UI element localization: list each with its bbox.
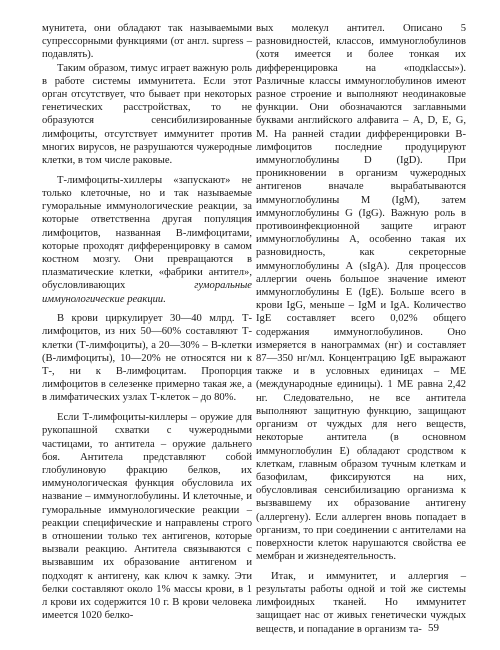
- left-column: [42, 22, 252, 622]
- page-number: 59: [428, 622, 439, 634]
- emphasized-term: гуморальные иммунологические реакции.: [42, 280, 252, 305]
- paragraph: В крови циркулирует 30—40 млрд. Т-лимфоцитов, из них 50—60% составляют Т-клетки (Т-лимфоциты), а 20—30% – В-клетки (В-лимфоциты), 10—20% не относятся ни к Т-, ни к В-лимфоцитам. Пропорция лимфоцитов в селезенке примерно такая же, а в лимфатических узлах Т-клеток – до 80%.: [42, 313, 252, 404]
- paragraph: мунитета, они обладают так называемыми супрессорными функциями (от англ. supress – подавлять).: [42, 23, 252, 61]
- paragraph: вых молекул антител. Описано 5 разновидностей, классов, иммуноглобулинов (хотя имеется и более тонкая их дифференцировка на «подкlaссы»). Различные классы иммуноглобулинов имеют разное строение и выполняют неодинаковые функции. Они обозначаются заглавными буквами английского алфавита – А, D, Е, G, М. На ранней стадии дифференцировки В-лимфоцитов последние продуцируют иммуноглобулины D (IgD). При проникновении в организм чужеродных антигенов вначале вырабатываются иммуноглобулины М (IgM), затем иммуноглобулины G (IgG). Важную роль в противоинфекционной защите играют иммуноглобулины А, особенно такая их разновидность, как секреторные иммуноглобулины А (sIgA). Для процессов аллергии очень большое значение имеют иммуноглобулины Е (IgE). Больше всего в крови IgG, меньше – IgM и IgA. Количество IgE составляет всего 0,02% общего содержания иммуноглобулинов. Оно измеряется в нанограммах (нг) и составляет 87—350 нг/мл. Концентрацию IgE выражают также и в условных единицах – МЕ (международные единицы). 1 МЕ равна 2,42 нг. Следовательно, не все антитела выполняют защитную функцию, защищают организм от чуждых для него веществ, некоторые антитела (в основном иммуноглобулин Е) обладают сродством к клеткам, главным образом тучным клеткам и базофилам, фиксируются на них, обусловливая сенсибилизацию организма к вызвавшему их образование антигену (аллергену). Если аллерген вновь попадает в организм, то при соединении с антителами на поверхности клеток нарушаются свойства ее мембран и жизнедеятельность.: [256, 23, 466, 563]
- paragraph: Если Т-лимфоциты-киллеры – оружие для рукопашной схватки с чужеродными частицами, то антитела – оружие дальнего боя. Антитела представляют собой глобулиновую фракцию белков, их иммунологическая функция обусловила их название – иммуноглобулины. И клеточные, и гуморальные иммунологические реакции – реакции специфические и направлены строго в отношении только тех антигенов, которые вызвали реакцию. Антитела связываются с вызвавшим их образование антигеном и подходят к антигену, как ключ к замку. Эти белки составляют около 1% массы крови, в 1 л крови их содержится 10 г. В крови человека имеется 1020 белко-: [42, 412, 252, 622]
- right-column: [256, 22, 466, 636]
- paragraph-text: Т-лимфоциты-хиллеры «запускают» не только клеточные, но и так называемые гуморальные иммунологические реакции, за которые ответственна другая популяция лимфоцитов, названная В-лимфоцитами, которые проходят дифференцировку в самом костном мозгу. Они превращаются в плазматические клетки, «фабрики антител», обусловливающих: [42, 174, 252, 292]
- paragraph: Таким образом, тимус играет важную роль в работе системы иммунитета. Если этот орган отсутствует, что бывает при некоторых генетических расстройствах, то не образуются сенсибилизированные лимфоциты, отсутствует иммунитет против многих вирусов, не разрушаются чужеродные клетки, в том числе раковые.: [42, 62, 252, 167]
- paragraph: [42, 174, 252, 306]
- paragraph: Итак, и иммунитет, и аллергия – результаты работы одной и той же системы лимфоидных тканей. Но иммунитет защищает нас от живых генетически чуждых веществ, и попадание в организм та-: [256, 570, 466, 635]
